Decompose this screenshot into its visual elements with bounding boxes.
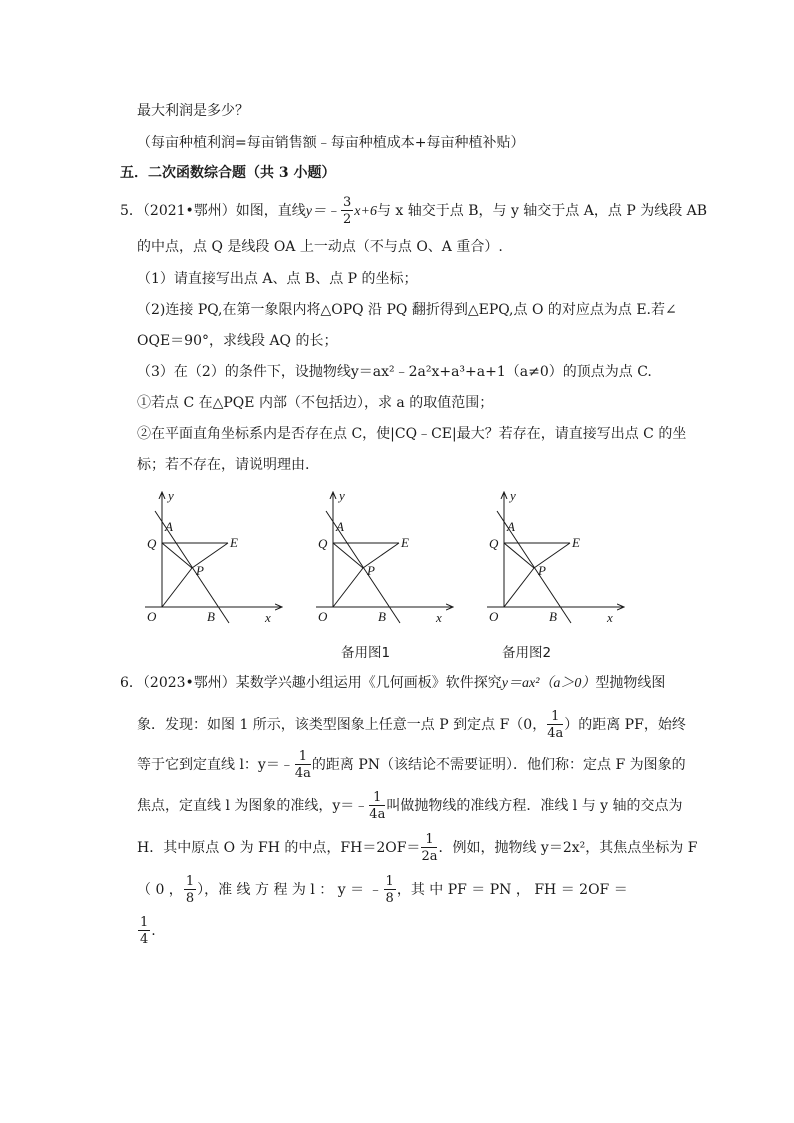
q5-part2-line1: （2)连接 PQ,在第一象限内将△OPQ 沿 PQ 翻折得到△EPQ,点 O 的对应点为点 E.若∠ — [137, 302, 677, 318]
fig2-label-x: x — [436, 610, 442, 625]
fig3-segment-op — [504, 568, 534, 607]
q6-line5-a: H．其中原点 O 为 FH 的中点，FH＝2OF＝ — [137, 840, 421, 856]
fig1-label-x: x — [265, 610, 271, 625]
fig1-segment-op — [162, 568, 192, 607]
q5-part3 — [137, 362, 652, 382]
fig1-label-b: B — [207, 609, 215, 624]
q5-line1 — [120, 196, 707, 226]
fig2-segment-op — [333, 568, 363, 607]
q6-line6-c: ，其 中 PF ＝ PN ， FH ＝ 2OF ＝ — [396, 882, 628, 898]
fig1-segment-qp — [162, 543, 192, 568]
q6-line2-a: 象．发现：如图 1 所示，该类型图象上任意一点 P 到定点 F（0， — [137, 717, 547, 733]
q6-line7-end: . — [151, 923, 156, 939]
fig3-label-y: y — [510, 488, 516, 503]
prev-question-line1: 最大利润是多少？ — [137, 103, 249, 119]
q6-line6-a: （ 0 ， — [137, 882, 183, 898]
q6-frac-1-over-2a: $\frac{1}{2a}$ — [421, 832, 438, 864]
q5-part3-eq: y＝ax²﹣2a²x+a³+a+1（a≠0）的顶点为点 C. — [350, 364, 652, 380]
fig1-label-p: P — [196, 563, 204, 578]
q6-line4-b: 叫做抛物线的准线方程．准线 l 与 y 轴的交点为 — [386, 798, 683, 814]
q6-line4-a: 焦点，定直线 l 为图象的准线，y＝﹣ — [137, 798, 369, 814]
q6-line1-a: 6．（2023•鄂州）某数学兴趣小组运用《几何画板》软件探究 — [120, 675, 502, 691]
fig1-label-q: Q — [147, 536, 157, 551]
fig1-label-e: E — [230, 535, 238, 550]
fig1-label-a: A — [165, 519, 173, 534]
q5-sub1: ①若点 C 在△PQE 内部（不包括边），求 a 的取值范围； — [137, 395, 494, 411]
fig3-label-p: P — [538, 563, 546, 578]
fig3-label-q: Q — [489, 536, 499, 551]
fig2-label-y: y — [339, 488, 345, 503]
q5-line-eq-suffix: x+6 — [354, 204, 377, 219]
fig3-label-o: O — [489, 609, 499, 624]
caption-spare-figure-1: 备用图1 — [341, 645, 391, 661]
q6-frac-1-over-8-b: $\frac{1}{8}$ — [385, 874, 394, 906]
q5-part2-line2: OQE＝90°，求线段 AQ 的长； — [137, 333, 338, 349]
q5-line-eq-prefix: y＝﹣ — [305, 204, 341, 219]
q6-frac-1-over-8: $\frac{1}{8}$ — [185, 874, 195, 906]
q6-line3-a: 等于它到定直线 l：y＝﹣ — [137, 757, 294, 773]
q6-frac-1-over-4a: $\frac{1}{4a}$ — [547, 709, 564, 741]
q6-line6-b: ），准 线 方 程 为 l ： y ＝ ﹣ — [197, 882, 383, 898]
fig2-label-p: P — [367, 563, 375, 578]
prev-question-line2: （每亩种植利润=每亩销售额﹣每亩种植成本+每亩种植补贴） — [137, 135, 525, 151]
q5-part3-pre: （3）在（2）的条件下，设抛物线 — [137, 364, 351, 380]
figure-spare-1 — [316, 488, 453, 625]
q6-line5 — [137, 833, 697, 863]
fig3-label-a: A — [507, 519, 515, 534]
q6-line3-b: 的距离 PN（该结论不需要证明）．他们称：定点 F 为图象的 — [311, 757, 686, 773]
q5-line2: 的中点，点 Q 是线段 OA 上一动点（不与点 O、A 重合）. — [137, 239, 503, 255]
section-title: 五．二次函数综合题（共 3 小题） — [120, 165, 336, 181]
q5-part1: （1）请直接写出点 A、点 B、点 P 的坐标； — [137, 271, 418, 287]
fig3-label-b: B — [549, 609, 557, 624]
q6-line1-b: 型抛物线图 — [595, 675, 666, 691]
fig2-segment-qp — [333, 543, 363, 568]
q6-line3 — [137, 750, 686, 780]
q6-line6 — [137, 875, 628, 905]
fig3-label-x: x — [607, 610, 613, 625]
fig2-label-b: B — [378, 609, 386, 624]
q6-frac-1-over-4: $\frac{1}{4}$ — [140, 915, 149, 947]
q5-figures — [0, 480, 794, 630]
q6-frac-directrix: $\frac{1}{4a}$ — [294, 749, 311, 781]
q6-line2 — [137, 710, 686, 740]
fig1-label-o: O — [147, 609, 157, 624]
figure-main — [145, 488, 282, 625]
fig2-label-q: Q — [318, 536, 328, 551]
fig1-label-y: y — [168, 488, 174, 503]
q5-line-eq-fraction: $\frac{3}{2}$ — [343, 195, 352, 227]
q6-line2-b: ）的距离 PF，始终 — [564, 717, 686, 733]
q6-line1-eq: y＝ax²（a＞0） — [501, 676, 596, 691]
caption-spare-figure-2: 备用图2 — [502, 645, 552, 661]
q5-sub2-line2: 标；若不存在，请说明理由. — [137, 457, 310, 473]
q6-line4 — [137, 791, 683, 821]
fig3-segment-qp — [504, 543, 534, 568]
q5-source: 5．（2021•鄂州）如图，直线 — [120, 203, 306, 219]
q6-line1 — [120, 673, 665, 694]
fig2-label-e: E — [401, 535, 409, 550]
q6-line7 — [137, 916, 156, 946]
q6-frac-directrix-2: $\frac{1}{4a}$ — [369, 790, 386, 822]
q5-line1-rest: 与 x 轴交于点 B，与 y 轴交于点 A，点 P 为线段 AB — [376, 203, 708, 219]
fig2-label-a: A — [336, 519, 344, 534]
q5-sub2-line1: ②在平面直角坐标系内是否存在点 C，使|CQ﹣CE|最大？若存在，请直接写出点 C 的坐 — [137, 426, 687, 442]
q6-line5-b: ．例如，抛物线 y＝2x²，其焦点坐标为 F — [438, 840, 698, 856]
fig3-label-e: E — [572, 535, 580, 550]
figure-spare-2 — [487, 488, 624, 625]
fig2-label-o: O — [318, 609, 328, 624]
